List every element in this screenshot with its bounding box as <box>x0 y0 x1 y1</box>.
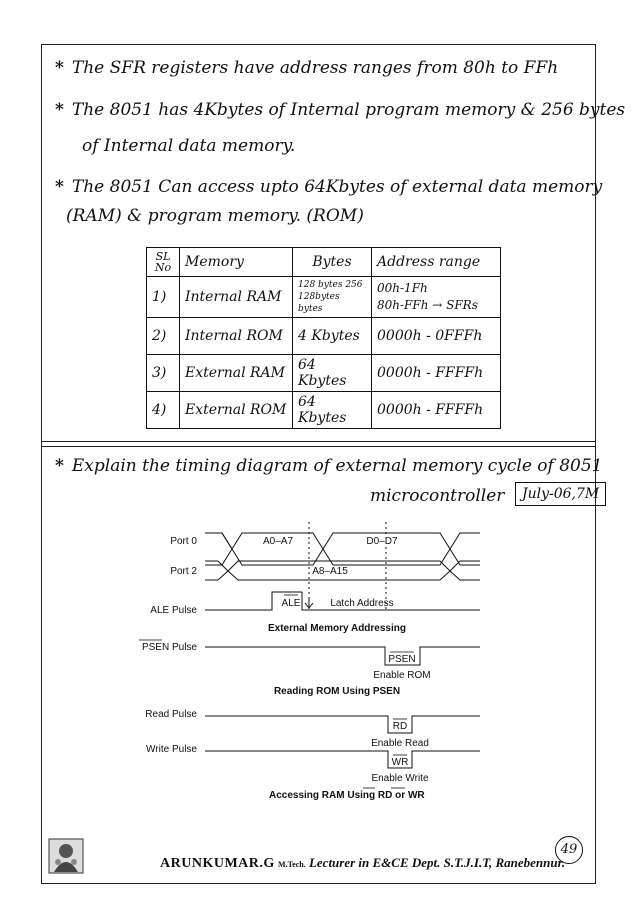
header-memory: Memory <box>180 248 293 277</box>
label-wr: WR <box>391 757 409 768</box>
header-bytes: Bytes <box>293 248 372 277</box>
label-enable-write: Enable Write <box>371 773 429 784</box>
header-range: Address range <box>372 248 501 277</box>
page-number: 49 <box>555 836 583 864</box>
caption-ext-mem: External Memory Addressing <box>267 623 407 634</box>
label-psen-pulse: PSEN Pulse <box>141 642 197 653</box>
label-a8a15: A8–A15 <box>312 566 348 577</box>
cell-bytes: 128 bytes 256 128bytes bytes <box>293 277 372 318</box>
caption-accessing: Accessing RAM Using RD or WR <box>269 790 425 801</box>
label-enable-rom: Enable ROM <box>373 670 431 681</box>
cell-memory: External RAM <box>180 355 293 392</box>
cell-sl: 1) <box>147 277 180 318</box>
note-line-2a: * The 8051 has 4Kbytes of Internal program memory & 256 bytes <box>55 100 626 120</box>
cell-memory: Internal ROM <box>180 318 293 355</box>
cell-sl: 3) <box>147 355 180 392</box>
cell-sl: 4) <box>147 392 180 429</box>
cell-bytes: 4 Kbytes <box>293 318 372 355</box>
footer <box>160 855 565 872</box>
label-latch-address: Latch Address <box>330 598 394 609</box>
label-ale: ALE <box>281 598 301 609</box>
cell-range: 0000h - FFFFh <box>372 392 501 429</box>
label-a0a7: A0–A7 <box>262 536 294 547</box>
cell-bytes: 64 Kbytes <box>293 355 372 392</box>
author-name: ARUNKUMAR.G <box>160 856 275 871</box>
cell-memory: Internal RAM <box>180 277 293 318</box>
cell-range: 00h-1Fh 80h-FFh → SFRs <box>372 277 501 318</box>
caption-reading-rom: Reading ROM Using PSEN <box>273 686 401 697</box>
question-line-1: * Explain the timing diagram of external memory cycle of 8051 <box>55 456 603 476</box>
label-ale-pulse: ALE Pulse <box>150 605 197 616</box>
cell-memory: External ROM <box>180 392 293 429</box>
note-line-3a: * The 8051 Can access upto 64Kbytes of external data memory <box>55 177 603 197</box>
cell-range: 0000h - FFFFh <box>372 355 501 392</box>
label-d0d7: D0–D7 <box>366 536 398 547</box>
cell-range: 0000h - 0FFFh <box>372 318 501 355</box>
label-psen: PSEN <box>388 654 416 665</box>
question-line-2: microcontroller <box>370 486 505 506</box>
latch-arrow-icon <box>305 598 313 608</box>
label-read-pulse: Read Pulse <box>145 709 197 720</box>
author-affiliation: Lecturer in E&CE Dept. S.T.J.I.T, Ranebennur. <box>308 855 566 870</box>
note-line-2b: of Internal data memory. <box>82 136 296 156</box>
note-line-3b: (RAM) & program memory. (ROM) <box>66 206 364 226</box>
note-line-1: * The SFR registers have address ranges from 80h to FFh <box>55 58 559 78</box>
cell-sl: 2) <box>147 318 180 355</box>
label-write-pulse: Write Pulse <box>146 744 197 755</box>
cell-bytes: 64 Kbytes <box>293 392 372 429</box>
label-rd: RD <box>392 721 408 732</box>
exam-stamp: July-06,7M <box>515 482 606 506</box>
label-enable-read: Enable Read <box>371 738 429 749</box>
institute-logo <box>48 838 84 874</box>
author-degree: M.Tech. <box>278 860 306 869</box>
label-port2: Port 2 <box>170 566 197 577</box>
label-port0: Port 0 <box>170 536 197 547</box>
header-sl: SL No <box>147 248 180 277</box>
